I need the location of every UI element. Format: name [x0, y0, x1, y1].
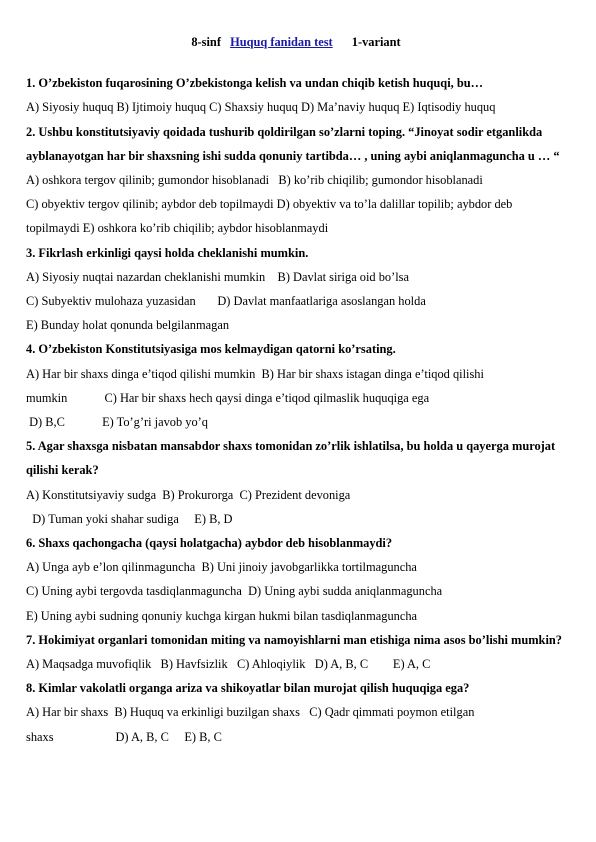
question-text: 7. Hokimiyat organlari tomonidan miting va namoyishlarni man etishiga nima asos bo’lishi mumkin? [26, 632, 562, 647]
question-5 [26, 434, 566, 531]
question-text: 4. O’zbekiston Konstitutsiyasiga mos kelmaydigan qatorni ko’rsating. [26, 342, 396, 357]
question-1 [26, 71, 566, 119]
answer-options: C) Subyektiv mulohaza yuzasidan D) Davlat manfaatlariga asoslangan holda [26, 294, 426, 309]
question-text: 5. Agar shaxsga nisbatan mansabdor shaxs tomonidan zo’rlik ishlatilsa, bu holda u qayerga murojat qilishi kerak? [26, 439, 556, 478]
question-text: 8. Kimlar vakolatli organga ariza va shikoyatlar bilan murojat qilish huquqiga ega? [26, 681, 470, 696]
subject-title: Huquq fanidan test [230, 35, 333, 49]
answer-options: D) Tuman yoki shahar sudiga E) B, D [26, 511, 233, 526]
question-4 [26, 337, 566, 434]
question-text: 1. O’zbekiston fuqarosining O’zbekistonga kelish va undan chiqib ketish huquqi, bu… [26, 76, 484, 91]
answer-options: A) Har bir shaxs dinga e’tiqod qilishi mumkin B) Har bir shaxs istagan dinga e’tiqod qilishi [26, 366, 484, 381]
answer-options: E) Uning aybi sudning qonuniy kuchga kirgan hukmi bilan tasdiqlanmaguncha [26, 608, 418, 623]
question-text: 2. Ushbu konstitutsiyaviy qoidada tushurib qoldirilgan so’zlarni toping. “Jinoyat sodir etganlikda ayblanayotgan har bir shaxsning ishi sudda qonuniy tartibda… , uning aybi aniqlanmaguncha u … “ [26, 124, 560, 163]
answer-options: A) Har bir shaxs B) Huquq va erkinligi buzilgan shaxs C) Qadr qimmati poymon etilgan [26, 705, 475, 720]
answer-options: A) oshkora tergov qilinib; gumondor hisoblanadi B) ko’rib chiqilib; gumondor hisoblanadi [26, 173, 483, 188]
question-text: 3. Fikrlash erkinligi qaysi holda cheklanishi mumkin. [26, 245, 309, 260]
answer-options: mumkin C) Har bir shaxs hech qaysi dinga e’tiqod qilmaslik huquqiga ega [26, 390, 430, 405]
question-2 [26, 120, 566, 241]
question-7 [26, 628, 566, 676]
question-8 [26, 676, 566, 749]
page-header [26, 30, 566, 54]
answer-options: A) Siyosiy huquq B) Ijtimoiy huquq C) Shaxsiy huquq D) Ma’naviy huquq E) Iqtisodiy huquq [26, 100, 496, 115]
question-text: 6. Shaxs qachongacha (qaysi holatgacha) aybdor deb hisoblanmaydi? [26, 536, 393, 551]
grade-label: 8-sinf [191, 35, 221, 49]
question-6 [26, 531, 566, 628]
answer-options: C) obyektiv tergov qilinib; aybdor deb topilmaydi D) obyektiv va to’la dalillar topilib; aybdor deb topilmaydi E) oshkora ko’rib chiqilib; aybdor hisoblanmaydi [26, 197, 513, 236]
question-3 [26, 241, 566, 338]
answer-options: shaxs D) A, B, C E) B, C [26, 729, 222, 744]
variant-label: 1-variant [351, 35, 401, 49]
answer-options: D) B,C E) To’g’ri javob yo’q [26, 415, 208, 430]
answer-options: A) Unga ayb e’lon qilinmaguncha B) Uni jinoiy javobgarlikka tortilmaguncha [26, 560, 417, 575]
answer-options: C) Uning aybi tergovda tasdiqlanmaguncha D) Uning aybi sudda aniqlanmaguncha [26, 584, 443, 599]
answer-options: A) Maqsadga muvofiqlik B) Havfsizlik C) Ahloqiylik D) A, B, C E) A, C [26, 657, 431, 672]
answer-options: E) Bunday holat qonunda belgilanmagan [26, 318, 230, 333]
answer-options: A) Konstitutsiyaviy sudga B) Prokurorga C) Prezident devoniga [26, 487, 351, 502]
answer-options: A) Siyosiy nuqtai nazardan cheklanishi mumkin B) Davlat siriga oid bo’lsa [26, 269, 410, 284]
